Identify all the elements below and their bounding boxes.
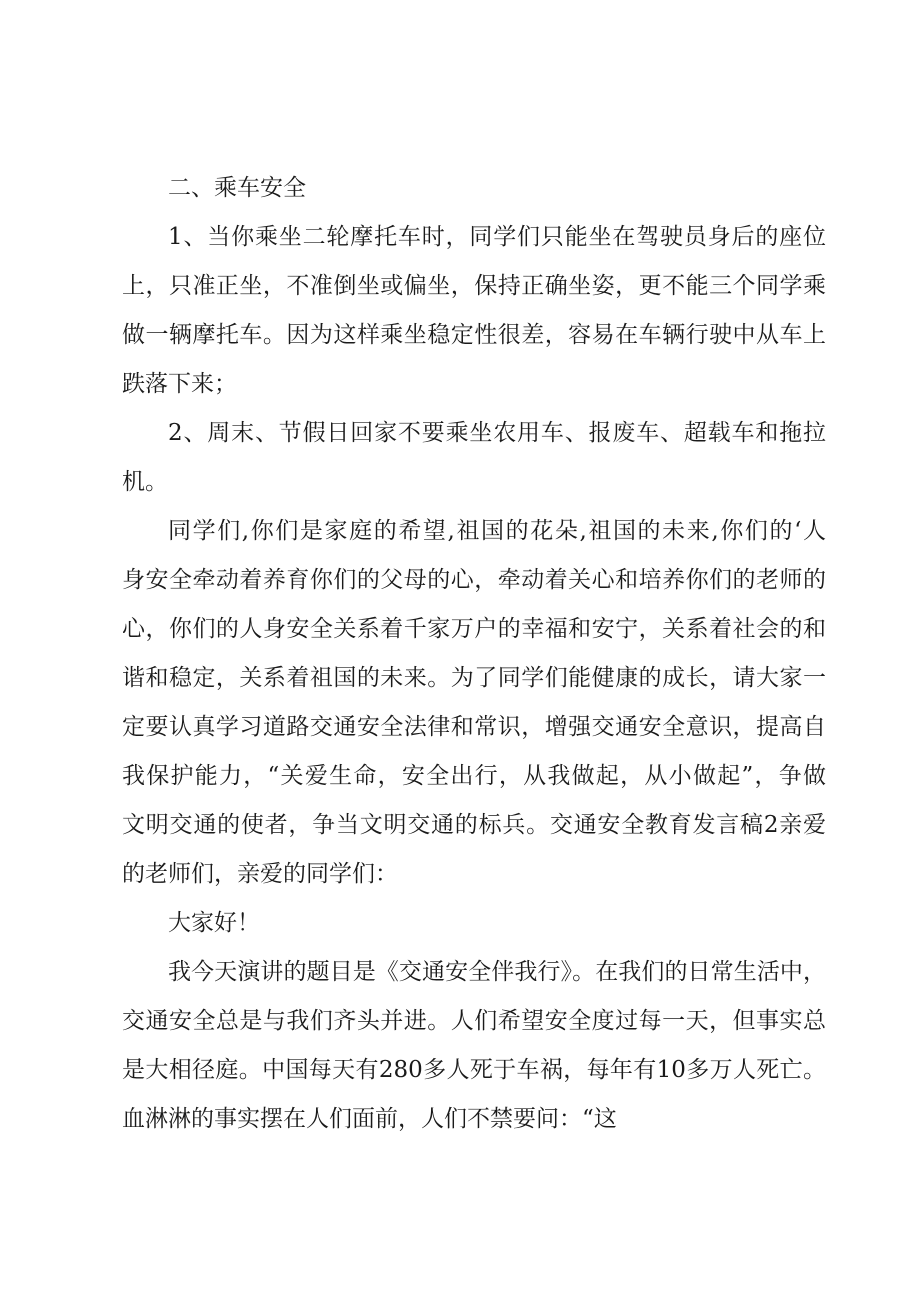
para5-line-3: 是大相径庭。中国每天有280多人死于车祸，每年有10多万人死亡。 [122, 1057, 826, 1083]
para3-line-1: 同学们,你们是家庭的希望,祖国的花朵,祖国的未来,你们的‘人 [168, 518, 826, 544]
para3-line-8: 的老师们，亲爱的同学们： [122, 861, 398, 887]
greeting: 大家好！ [168, 910, 260, 936]
para5-line-4: 血淋淋的事实摆在人们面前，人们不禁要问：“这 [122, 1106, 617, 1132]
para3-line-5: 定要认真学习道路交通安全法律和常识，增强交通安全意识，提高自 [122, 714, 826, 740]
item1-line-1: 1、当你乘坐二轮摩托车时，同学们只能坐在驾驶员身后的座位 [168, 224, 826, 250]
item1-line-3: 做一辆摩托车。因为这样乘坐稳定性很差，容易在车辆行驶中从车上 [122, 322, 826, 348]
section-heading: 二、乘车安全 [168, 175, 306, 201]
para3-line-7: 文明交通的使者，争当文明交通的标兵。交通安全教育发言稿2亲爱 [122, 812, 826, 838]
item1-line-2: 上，只准正坐，不准倒坐或偏坐，保持正确坐姿，更不能三个同学乘 [122, 273, 826, 299]
para5-line-1: 我今天演讲的题目是《交通安全伴我行》。在我们的日常生活中， [168, 959, 826, 985]
para3-line-2: 身安全牵动着养育你们的父母的心，牵动着关心和培养你们的老师的 [122, 567, 826, 593]
para3-line-4: 谐和稳定，关系着祖国的未来。为了同学们能健康的成长，请大家一 [122, 665, 826, 691]
para3-line-3: 心，你们的人身安全关系着千家万户的幸福和安宁，关系着社会的和 [122, 616, 826, 642]
document-body [122, 164, 826, 1144]
item1-line-4: 跌落下来； [122, 371, 237, 397]
item2-line-1: 2、周末、节假日回家不要乘坐农用车、报废车、超载车和拖拉 [168, 420, 826, 446]
para5-line-2: 交通安全总是与我们齐头并进。人们希望安全度过每一天，但事实总 [122, 1008, 826, 1034]
para3-line-6: 我保护能力，“关爱生命，安全出行，从我做起，从小做起”，争做 [122, 763, 826, 789]
item2-line-2: 机。 [122, 469, 168, 495]
